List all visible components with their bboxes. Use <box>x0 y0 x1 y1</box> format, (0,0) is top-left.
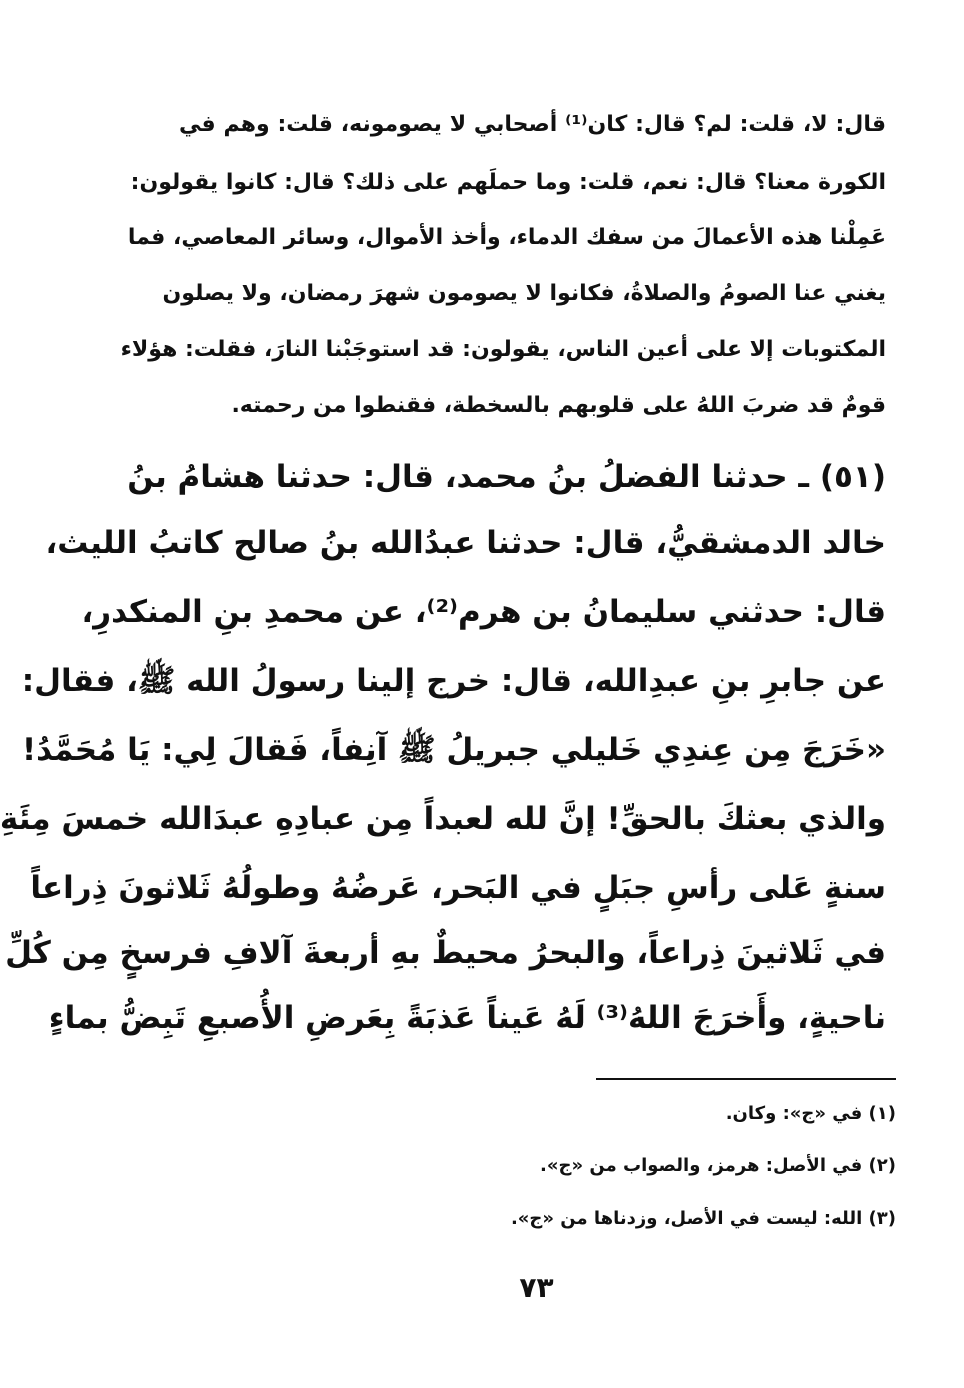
text-line: «خَرَجَ مِن عِندِي خَليلي جبريلُ ﷺ آنِفاً، فَقالَ لِي: يَا مُحَمَّدُ! <box>21 732 886 768</box>
text-line: قومٌ قد ضربَ اللهُ على قلوبهم بالسخطة، فقنطوا من رحمته. <box>231 393 886 418</box>
text-line: يغني عنا الصومُ والصلاةُ، فكانوا لا يصومون شهرَ رمضان، ولا يصلون <box>162 281 886 306</box>
text-line: الكورة معنا؟ قال: نعم، قلت: وما حملَهم على ذلك؟ قال: كانوا يقولون: <box>130 170 886 195</box>
footnote: (١) في «ج»: وكان. <box>725 1103 896 1124</box>
text-line: قال: حدثني سليمانُ بن هرم⁽²⁾، عن محمدِ بنِ المنكدرِ، <box>81 594 886 630</box>
text-line: عن جابرِ بنِ عبدِالله، قال: خرج إلينا رسولُ الله ﷺ، فقال: <box>21 663 886 699</box>
page-number: ٧٣ <box>519 1271 554 1304</box>
footnote: (٢) في الأصل: هرمز، والصواب من «ج». <box>540 1155 896 1176</box>
text-line: والذي بعثكَ بالحقِّ! إنَّ لله لعبداً مِن عبادِهِ عبدَالله خمسَ مِئَةِ <box>0 801 886 837</box>
text-line: في ثَلاثينَ ذِراعاً، والبحرُ محيطٌ بهِ أربعةَ آلافِ فرسخٍ مِن كُلِّ <box>5 935 886 971</box>
footnote: (٣) الله: ليست في الأصل، وزدناها من «ج». <box>510 1208 896 1229</box>
hadith-heading-line: (٥١) ـ حدثنا الفضلُ بنُ محمد، قال: حدثنا هشامُ بنُ <box>127 459 886 495</box>
footnote-divider <box>596 1078 896 1080</box>
text-line: قال: لا، قلت: لم؟ قال: كان⁽¹⁾ أصحابي لا يصومونه، قلت: وهم في <box>179 112 887 137</box>
text-line: ناحيةٍ، وأَخرَجَ اللهُ⁽³⁾ لَهُ عَيناً عَذبَةً بِعَرضِ الأُصبعِ تَبِضُّ بماءٍ <box>48 1000 886 1036</box>
text-line: المكتوبات إلا على أعين الناس، يقولون: قد استوجَبْنا النارَ، فقلت: هؤلاء <box>120 337 886 362</box>
text-line: خالد الدمشقيُّ، قال: حدثنا عبدُالله بنُ صالح كاتبُ الليث، <box>45 525 886 561</box>
text-line: سنةٍ عَلى رأسِ جبَلٍ في البَحر، عَرضُهُ وطولُهُ ثَلاثونَ ذِراعاً <box>30 870 886 906</box>
text-line: عَمِلْنا هذه الأعمالَ من سفك الدماء، وأخذ الأموال، وسائر المعاصي، فما <box>127 225 886 250</box>
